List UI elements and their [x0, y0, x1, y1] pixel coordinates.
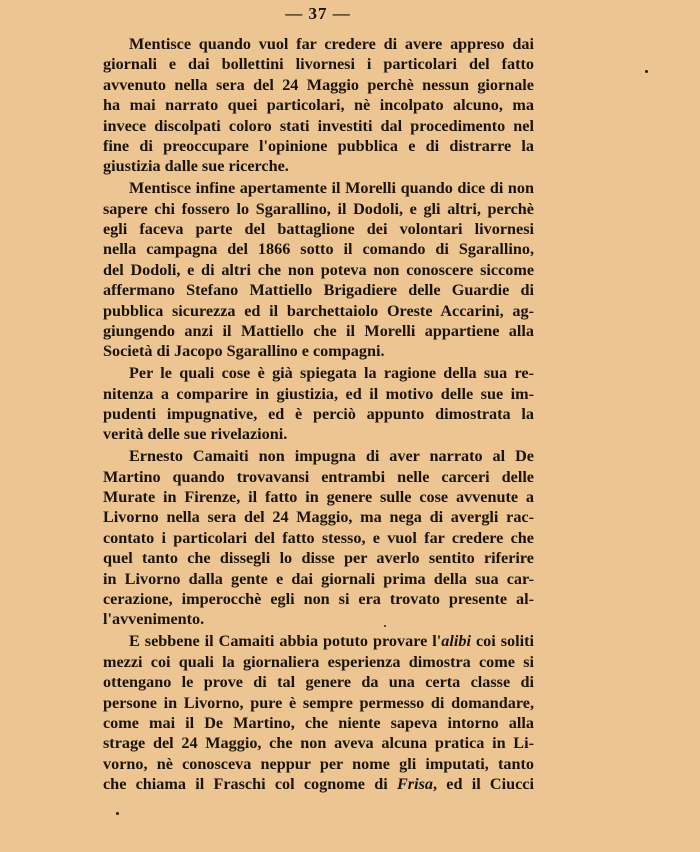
- text-line: Martino quando trovavansi entrambi nelle carceri delle: [103, 467, 534, 486]
- text-line: mezzi coi quali la giornaliera esperienza dimostra come si: [103, 652, 534, 671]
- text-line: Ernesto Camaiti non impugna di aver narrato al De: [129, 447, 534, 466]
- text-line: quel tanto che dissegli lo disse per averlo sentito riferire: [103, 549, 534, 568]
- paragraph: [103, 446, 534, 630]
- text-line: persone in Livorno, pure è sempre permesso di domandare,: [103, 693, 534, 712]
- text-line: Società di Jacopo Sgarallino e compagni.: [103, 342, 385, 361]
- text-line: l'avvenimento.: [103, 610, 205, 629]
- scan-speck: [116, 812, 119, 815]
- italic-word: alibi: [441, 632, 471, 651]
- text-line: Mentisce infine apertamente il Morelli quando dice di non: [129, 179, 534, 198]
- text-segment: coi soliti: [470, 632, 534, 651]
- text-line: fine di preoccupare l'opinione pubblica e di distrarre la: [103, 136, 534, 155]
- page-body-text: [103, 34, 534, 796]
- text-line: [103, 774, 534, 794]
- text-line: pubblica sicurezza ed il barchettaiolo Oreste Accarini, ag-: [103, 301, 534, 320]
- text-segment: E sebbene il Camaiti abbia potuto provare l': [129, 632, 442, 651]
- text-line: ha mai narrato quei particolari, nè incolpato alcuno, ma: [103, 96, 534, 115]
- text-line: verità delle sue rivelazioni.: [103, 425, 288, 444]
- text-line: nitenza a comparire in giustizia, ed il motivo delle sue im-: [103, 384, 534, 403]
- paragraph: [103, 363, 534, 445]
- text-line: come mai il De Martino, che niente sapeva intorno alla: [103, 713, 534, 732]
- text-line: cerazione, imperocchè egli non si era trovato presente al-: [103, 590, 534, 609]
- text-line: Murate in Firenze, il fatto in genere sulle cose avvenute a: [103, 488, 534, 507]
- text-line: sapere chi fossero lo Sgarallino, il Dodoli, e gli altri, perchè: [103, 199, 534, 218]
- text-line: strage del 24 Maggio, che non aveva alcuna pratica in Li-: [103, 734, 534, 753]
- paragraph: [103, 34, 534, 177]
- text-line: contato i particolari del fatto stesso, e vuol far credere che: [103, 528, 534, 547]
- scan-speck: [645, 70, 648, 73]
- text-line: vorno, nè conosceva neppur per nome gli imputati, tanto: [103, 754, 534, 773]
- text-line: giustizia dalle sue ricerche.: [103, 157, 289, 176]
- text-line: in Livorno dalla gente e dai giornali prima della sua car-: [103, 569, 534, 588]
- text-line: Mentisce quando vuol far credere di avere appreso dai: [129, 35, 534, 53]
- text-line: [103, 631, 534, 651]
- text-line: invece discolpati coloro stati investiti dal procedimento nel: [103, 116, 534, 135]
- text-line: del Dodoli, e di altri che non poteva non conoscere siccome: [103, 260, 534, 279]
- text-line: nella campagna del 1866 sotto il comando di Sgarallino,: [103, 240, 534, 259]
- italic-word: Frisa: [396, 775, 433, 794]
- text-line: affermano Stefano Mattiello Brigadiere delle Guardie di: [103, 281, 534, 300]
- text-line: avvenuto nella sera del 24 Maggio perchè nessun giornale: [103, 75, 534, 94]
- text-segment: , ed il Ciucci: [432, 775, 534, 794]
- scan-speck: [384, 625, 386, 627]
- paragraph: [103, 178, 534, 362]
- text-segment: che chiama il Fraschi col cognome di: [103, 775, 397, 794]
- text-line: ottengano le prove di tal genere da una certa classe di: [103, 673, 534, 692]
- text-line: Per le quali cose è già spiegata la ragione della sua re-: [129, 364, 534, 383]
- paragraph: [103, 631, 534, 794]
- page-number: — 37 —: [285, 4, 351, 23]
- text-line: egli faceva parte del battaglione dei volontari livornesi: [103, 220, 534, 239]
- text-line: Livorno nella sera del 24 Maggio, ma nega di avergli rac-: [103, 508, 534, 527]
- text-line: pudenti impugnative, ed è perciò appunto dimostrata la: [103, 405, 534, 424]
- text-line: giornali e dai bollettini livornesi i particolari del fatto: [103, 55, 534, 74]
- text-line: giungendo anzi il Mattiello che il Morelli appartiene alla: [103, 321, 534, 340]
